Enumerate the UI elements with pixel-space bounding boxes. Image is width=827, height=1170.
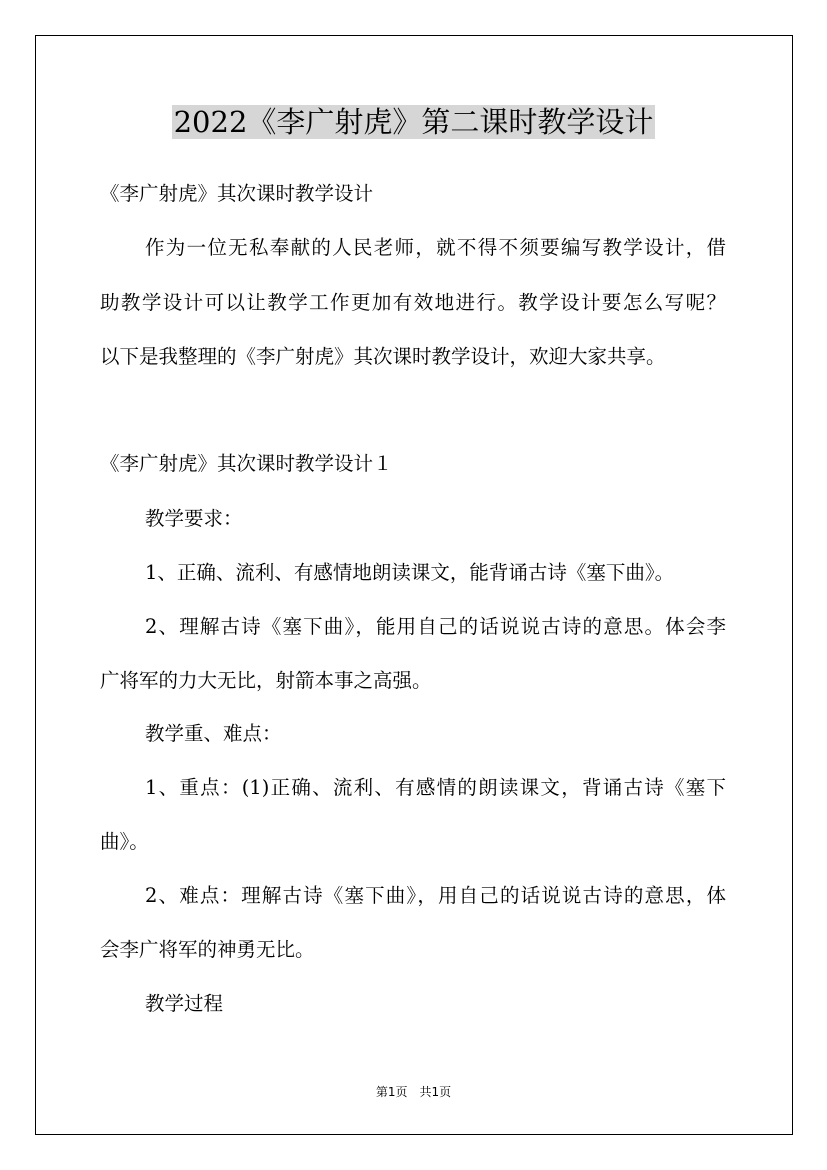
document-title [0, 100, 827, 144]
requirement-1: 1、正确、流利、有感情地朗读课文，能背诵古诗《塞下曲》。 [145, 561, 675, 584]
document-title-text: 2022《李广射虎》第二课时教学设计 [173, 105, 654, 139]
section-heading-1: 《李广射虎》其次课时教学设计１ [100, 452, 393, 475]
key-point-2-line-2: 会李广将军的神勇无比。 [100, 938, 315, 961]
teaching-requirements-heading: 教学要求： [145, 507, 243, 530]
teaching-process-heading: 教学过程 [145, 992, 224, 1015]
intro-paragraph-line-1: 作为一位无私奉献的人民老师，就不得不须要编写教学设计，借 [145, 236, 726, 259]
requirement-2-line-2: 广将军的力大无比，射箭本事之高强。 [100, 669, 432, 692]
page-footer: 第1页 共1页 [375, 1085, 452, 1099]
key-points-heading: 教学重、难点： [145, 722, 282, 745]
key-point-2-line-1: 2、难点：理解古诗《塞下曲》，用自己的话说说古诗的意思，体 [145, 884, 726, 907]
requirement-2-line-1: 2、理解古诗《塞下曲》，能用自己的话说说古诗的意思。体会李 [145, 615, 726, 638]
intro-heading: 《李广射虎》其次课时教学设计 [100, 182, 374, 205]
intro-paragraph-line-3: 以下是我整理的《李广射虎》其次课时教学设计，欢迎大家共享。 [100, 345, 666, 368]
key-point-1-line-1: 1、重点：(1)正确、流利、有感情的朗读课文，背诵古诗《塞下 [145, 776, 726, 799]
intro-paragraph-line-2: 助教学设计可以让教学工作更加有效地进行。教学设计要怎么写呢？ [100, 291, 726, 314]
key-point-1-line-2: 曲》。 [100, 830, 149, 853]
